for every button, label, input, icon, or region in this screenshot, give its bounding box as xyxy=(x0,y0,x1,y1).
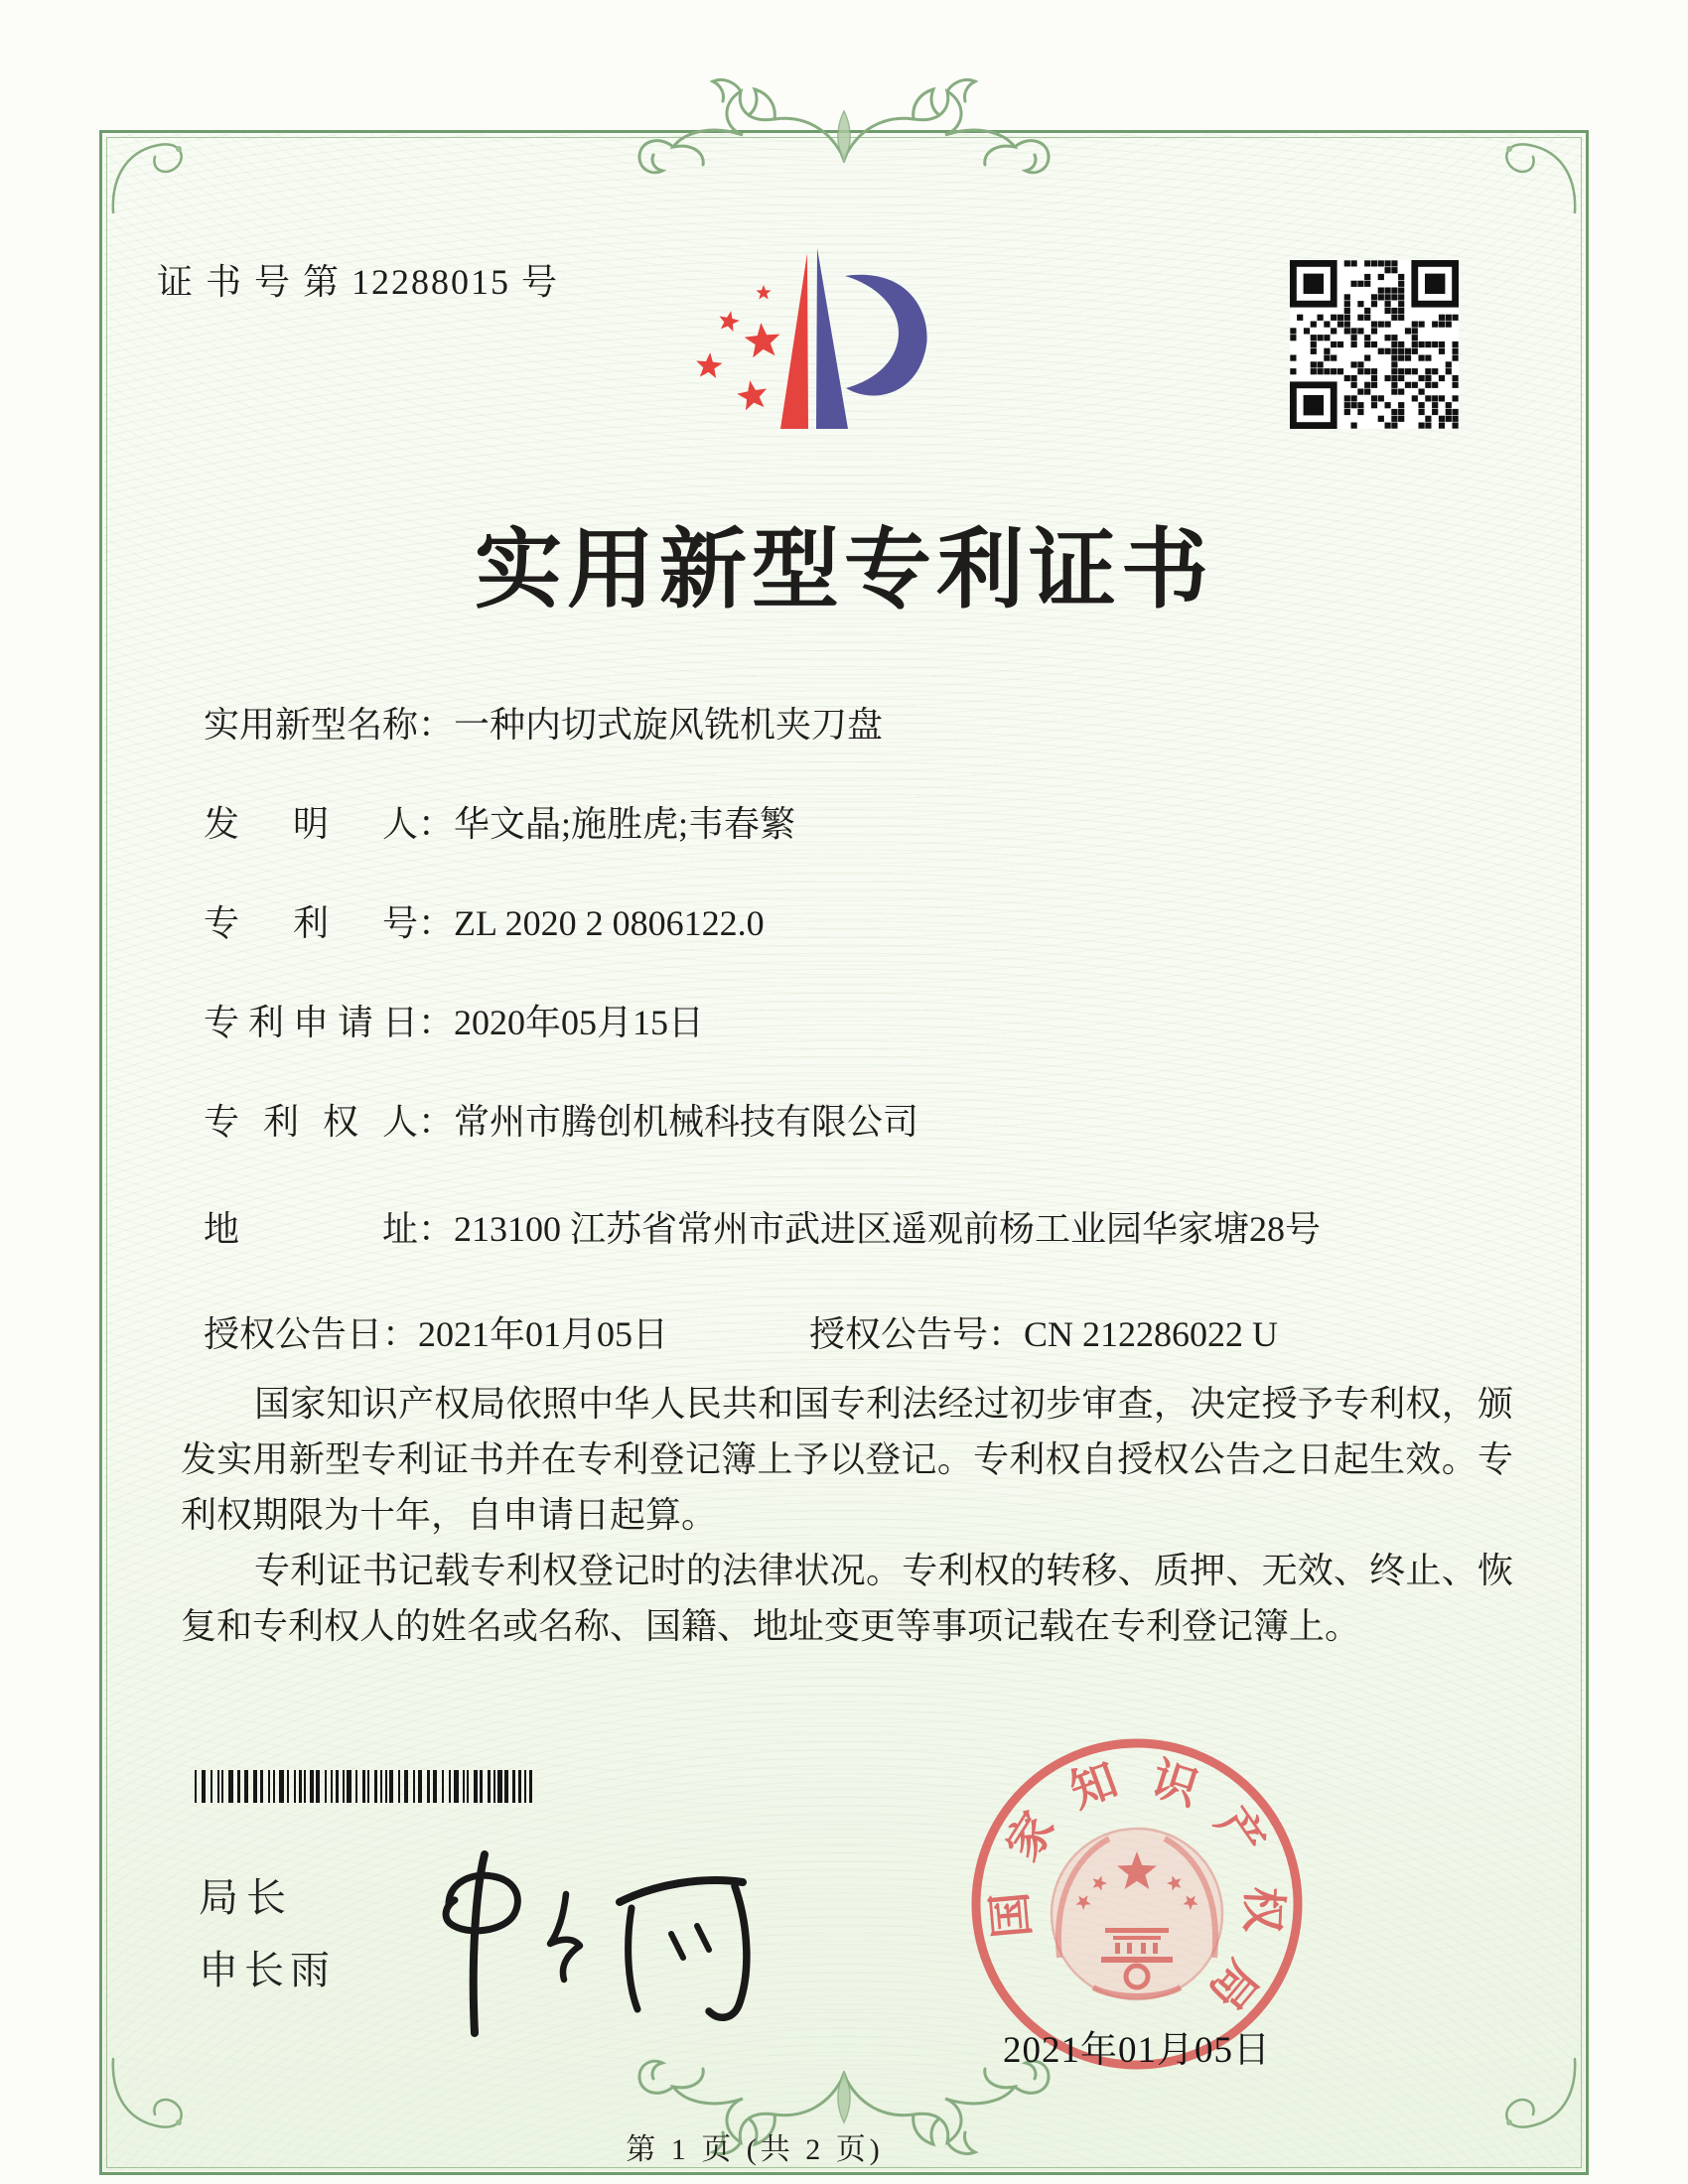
certificate-number: 证 书 号 第 12288015 号 xyxy=(157,262,560,302)
field-row-patent-no xyxy=(204,895,765,946)
grant-date-value: 2021年01月05日 xyxy=(418,1314,669,1354)
field-row-filing-date xyxy=(204,995,704,1045)
field-row-address xyxy=(204,1201,1321,1252)
field-label: 发明人 xyxy=(204,804,418,844)
corner-ornament-icon xyxy=(1501,2053,1581,2132)
field-row-inventors xyxy=(204,796,795,847)
field-colon: ： xyxy=(382,1314,419,1354)
grant-no-label: 授权公告号 xyxy=(809,1314,989,1354)
logo-blue-wedge xyxy=(816,248,848,429)
field-value: 一种内切式旋风铣机夹刀盘 xyxy=(454,705,884,745)
signature-stroke xyxy=(709,1886,747,2017)
field-row-grant xyxy=(204,1306,1279,1357)
svg-text:权: 权 xyxy=(1236,1885,1290,1934)
legal-paragraph-1: 国家知识产权局依照中华人民共和国专利法经过初步审查，决定授予专利权，颁发实用新型专利证书并在专利登记簿上予以登记。专利权自授权公告之日起生效。专利权期限为十年，自申请日起算。 xyxy=(181,1384,1513,1535)
field-value: 常州市腾创机械科技有限公司 xyxy=(454,1102,919,1142)
logo-stars xyxy=(696,285,779,410)
signature-stroke xyxy=(550,1894,580,1979)
corner-ornament-icon xyxy=(107,139,187,218)
field-label: 专利权人 xyxy=(204,1102,418,1142)
field-value: 2020年05月15日 xyxy=(454,1003,705,1042)
barcode xyxy=(195,1770,544,1803)
field-colon: ： xyxy=(418,903,455,943)
field-label: 实用新型名称 xyxy=(204,705,419,745)
svg-text:产: 产 xyxy=(1205,1798,1275,1865)
svg-text:识: 识 xyxy=(1145,1752,1204,1816)
logo-red-wedge xyxy=(780,253,808,429)
svg-text:国: 国 xyxy=(984,1889,1039,1941)
field-colon: ： xyxy=(418,705,455,745)
field-colon: ： xyxy=(418,804,455,844)
svg-text:知: 知 xyxy=(1063,1753,1124,1818)
seal-date: 2021年01月05日 xyxy=(1003,2030,1271,2071)
logo-p-bowl xyxy=(845,275,927,396)
svg-text:家: 家 xyxy=(996,1803,1064,1869)
field-colon: ： xyxy=(418,1003,455,1042)
signature-stroke xyxy=(474,1854,485,2033)
field-value: 213100 江苏省常州市武进区遥观前杨工业园华家塘28号 xyxy=(454,1209,1322,1249)
commissioner-name: 申长雨 xyxy=(199,1949,336,1992)
corner-ornament-icon xyxy=(107,2053,187,2132)
grant-no-group xyxy=(809,1306,1278,1357)
field-label: 地址 xyxy=(204,1209,418,1249)
corner-ornament-icon xyxy=(1501,139,1581,218)
handwritten-signature xyxy=(389,1835,767,2048)
signature-stroke xyxy=(671,1934,683,1958)
field-value: ZL 2020 2 0806122.0 xyxy=(454,903,765,943)
svg-text:局: 局 xyxy=(1198,1951,1268,2019)
signature-stroke xyxy=(620,1880,743,1902)
field-colon: ： xyxy=(418,1102,455,1142)
commissioner-title: 局长 xyxy=(199,1876,294,1920)
legal-paragraph-2: 专利证书记载专利权登记时的法律状况。专利权的转移、质押、无效、终止、恢复和专利权人的姓名或名称、国籍、地址变更等事项记载在专利登记簿上。 xyxy=(181,1551,1513,1646)
signature-stroke xyxy=(629,1908,637,2009)
field-label: 专利申请日 xyxy=(204,1003,418,1042)
cnipa-logo-icon xyxy=(671,238,933,443)
legal-text xyxy=(181,1376,1513,1654)
certificate-title: 实用新型专利证书 xyxy=(474,523,1213,619)
field-colon: ： xyxy=(418,1209,455,1249)
field-row-name xyxy=(204,697,883,748)
signature-stroke xyxy=(697,1926,709,1950)
field-value: 华文晶;施胜虎;韦春繁 xyxy=(454,804,796,844)
field-row-patentee xyxy=(204,1094,918,1145)
field-colon: ： xyxy=(988,1314,1025,1354)
field-label: 专利号 xyxy=(204,903,418,943)
grant-no-value: CN 212286022 U xyxy=(1024,1314,1279,1354)
grant-date-label: 授权公告日 xyxy=(204,1314,383,1354)
top-flourish-ornament xyxy=(566,58,1122,177)
qr-code xyxy=(1290,260,1459,429)
page-number: 第 1 页 (共 2 页) xyxy=(626,2133,884,2166)
